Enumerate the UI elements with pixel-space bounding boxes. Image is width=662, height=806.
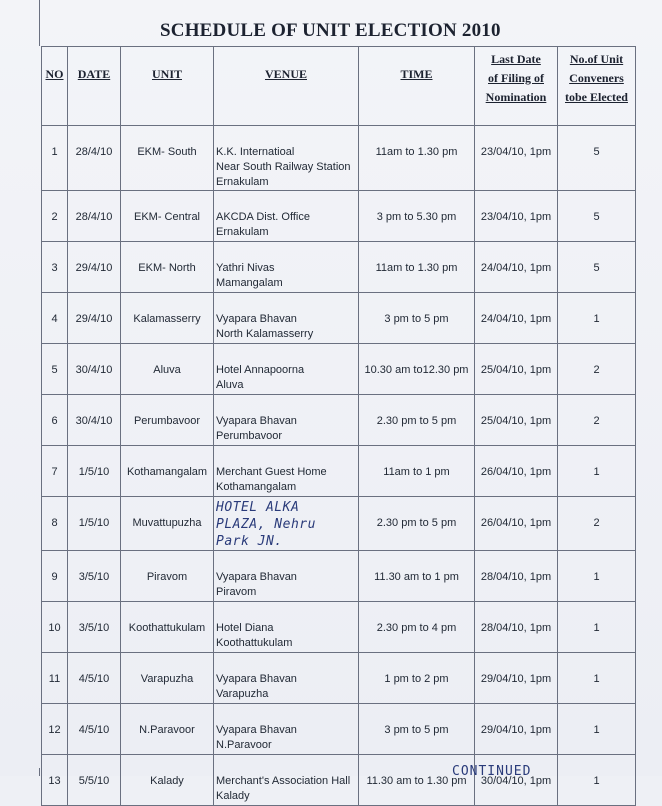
- table-row: [42, 653, 636, 704]
- cell-no: 3: [42, 242, 68, 293]
- cell-conveners: 2: [558, 497, 636, 551]
- cell-date: 5/5/10: [68, 755, 121, 806]
- venue-line: Merchant Guest Home: [216, 466, 327, 478]
- cell-venue: [214, 602, 359, 653]
- cell-time: 10.30 am to12.30 pm: [359, 344, 475, 395]
- table-body: [42, 126, 636, 806]
- cell-last-date: 26/04/10, 1pm: [475, 446, 558, 497]
- venue-line: North Kalamasserry: [216, 328, 314, 340]
- venue-line: K.K. Internatioal: [216, 146, 295, 158]
- cell-unit: Koothattukulam: [121, 602, 214, 653]
- cell-no: 11: [42, 653, 68, 704]
- cell-conveners: 1: [558, 602, 636, 653]
- cell-time: 2.30 pm to 5 pm: [359, 497, 475, 551]
- venue-line: Yathri Nivas: [216, 262, 275, 274]
- margin-line: [39, 768, 40, 776]
- col-header-time: TIME: [359, 47, 475, 126]
- cell-venue: [214, 344, 359, 395]
- venue-line: PLAZA, Nehru: [216, 517, 316, 532]
- venue-line: Vyapara Bhavan: [216, 415, 297, 427]
- venue-line: Hotel Diana: [216, 622, 274, 634]
- venue-line: Kalady: [216, 790, 250, 802]
- cell-last-date: 23/04/10, 1pm: [475, 191, 558, 242]
- cell-date: 30/4/10: [68, 344, 121, 395]
- cell-venue: [214, 395, 359, 446]
- cell-conveners: 5: [558, 191, 636, 242]
- venue-line: AKCDA Dist. Office: [216, 211, 310, 223]
- cell-unit: EKM- North: [121, 242, 214, 293]
- cell-conveners: 2: [558, 395, 636, 446]
- cell-no: 9: [42, 551, 68, 602]
- col-header-unit: UNIT: [121, 47, 214, 126]
- cell-conveners: 1: [558, 293, 636, 344]
- cell-date: 28/4/10: [68, 126, 121, 191]
- cell-unit: Varapuzha: [121, 653, 214, 704]
- cell-time: 11am to 1.30 pm: [359, 126, 475, 191]
- venue-line: Koothattukulam: [216, 637, 293, 649]
- table-row: [42, 242, 636, 293]
- cell-date: 1/5/10: [68, 497, 121, 551]
- cell-no: 10: [42, 602, 68, 653]
- cell-time: 2.30 pm to 4 pm: [359, 602, 475, 653]
- cell-no: 1: [42, 126, 68, 191]
- cell-unit: Kothamangalam: [121, 446, 214, 497]
- venue-line: Vyapara Bhavan: [216, 571, 297, 583]
- cell-no: 4: [42, 293, 68, 344]
- margin-line: [39, 0, 40, 46]
- cell-conveners: 1: [558, 704, 636, 755]
- venue-line: Vyapara Bhavan: [216, 724, 297, 736]
- cell-unit: Kalamasserry: [121, 293, 214, 344]
- document-title: SCHEDULE OF UNIT ELECTION 2010: [160, 20, 501, 41]
- cell-time: 2.30 pm to 5 pm: [359, 395, 475, 446]
- cell-time: 3 pm to 5 pm: [359, 293, 475, 344]
- cell-date: 28/4/10: [68, 191, 121, 242]
- cell-venue: [214, 755, 359, 806]
- venue-line: Hotel Annapoorna: [216, 364, 305, 376]
- cell-venue: [214, 653, 359, 704]
- header-line: Nomination: [485, 90, 547, 104]
- header-line: tobe Elected: [565, 90, 628, 104]
- table-row: [42, 344, 636, 395]
- table-row: [42, 126, 636, 191]
- cell-venue: [214, 446, 359, 497]
- cell-no: 5: [42, 344, 68, 395]
- table-row: [42, 704, 636, 755]
- cell-venue: [214, 293, 359, 344]
- table-row: [42, 191, 636, 242]
- cell-conveners: 1: [558, 446, 636, 497]
- cell-conveners: 5: [558, 242, 636, 293]
- header-line: of Filing of: [488, 71, 544, 85]
- cell-conveners: 1: [558, 653, 636, 704]
- cell-unit: Aluva: [121, 344, 214, 395]
- cell-venue: [214, 242, 359, 293]
- continued-note: CONTINUED: [452, 764, 532, 779]
- table-row: [42, 551, 636, 602]
- cell-date: 30/4/10: [68, 395, 121, 446]
- cell-no: 8: [42, 497, 68, 551]
- cell-last-date: 29/04/10, 1pm: [475, 704, 558, 755]
- table-row: [42, 755, 636, 806]
- col-header-last-date: [475, 47, 558, 126]
- venue-line: Perumbavoor: [216, 430, 283, 442]
- venue-line: N.Paravoor: [216, 739, 272, 751]
- cell-time: 1 pm to 2 pm: [359, 653, 475, 704]
- cell-time: 11.30 am to 1.30 pm: [359, 755, 475, 806]
- cell-date: 29/4/10: [68, 293, 121, 344]
- cell-last-date: 23/04/10, 1pm: [475, 126, 558, 191]
- cell-time: 11.30 am to 1 pm: [359, 551, 475, 602]
- cell-conveners: 5: [558, 126, 636, 191]
- cell-unit: EKM- Central: [121, 191, 214, 242]
- cell-no: 12: [42, 704, 68, 755]
- venue-line: Vyapara Bhavan: [216, 313, 297, 325]
- table-row: [42, 497, 636, 551]
- cell-no: 2: [42, 191, 68, 242]
- cell-date: 1/5/10: [68, 446, 121, 497]
- cell-date: 3/5/10: [68, 551, 121, 602]
- header-row: [42, 47, 636, 126]
- cell-last-date: 24/04/10, 1pm: [475, 293, 558, 344]
- cell-last-date: 30/04/10, 1pm: [475, 755, 558, 806]
- col-header-date: DATE: [68, 47, 121, 126]
- venue-line: Mamangalam: [216, 277, 283, 289]
- cell-conveners: 2: [558, 344, 636, 395]
- col-header-venue: VENUE: [214, 47, 359, 126]
- cell-last-date: 28/04/10, 1pm: [475, 602, 558, 653]
- cell-venue: [214, 704, 359, 755]
- cell-last-date: 25/04/10, 1pm: [475, 344, 558, 395]
- venue-line: HOTEL ALKA: [216, 500, 300, 515]
- cell-unit: Piravom: [121, 551, 214, 602]
- table-row: [42, 395, 636, 446]
- cell-unit: Perumbavoor: [121, 395, 214, 446]
- cell-venue: [214, 191, 359, 242]
- col-header-no: NO: [42, 47, 68, 126]
- cell-last-date: 25/04/10, 1pm: [475, 395, 558, 446]
- cell-no: 7: [42, 446, 68, 497]
- cell-no: 6: [42, 395, 68, 446]
- cell-venue: [214, 551, 359, 602]
- cell-venue: [214, 497, 359, 551]
- cell-date: 4/5/10: [68, 704, 121, 755]
- cell-no: 13: [42, 755, 68, 806]
- cell-unit: Kalady: [121, 755, 214, 806]
- cell-date: 3/5/10: [68, 602, 121, 653]
- cell-last-date: 29/04/10, 1pm: [475, 653, 558, 704]
- cell-time: 11am to 1 pm: [359, 446, 475, 497]
- cell-last-date: 24/04/10, 1pm: [475, 242, 558, 293]
- cell-date: 4/5/10: [68, 653, 121, 704]
- venue-line: Aluva: [216, 379, 244, 391]
- venue-line: Park JN.: [216, 534, 283, 549]
- header-line: Last Date: [491, 52, 541, 66]
- cell-last-date: 28/04/10, 1pm: [475, 551, 558, 602]
- cell-unit: Muvattupuzha: [121, 497, 214, 551]
- cell-date: 29/4/10: [68, 242, 121, 293]
- election-schedule-table: [41, 46, 636, 806]
- cell-venue: [214, 126, 359, 191]
- cell-unit: N.Paravoor: [121, 704, 214, 755]
- table-row: [42, 602, 636, 653]
- header-line: Conveners: [569, 71, 624, 85]
- cell-conveners: 1: [558, 551, 636, 602]
- venue-line: Merchant's Association Hall: [216, 775, 351, 787]
- table-row: [42, 446, 636, 497]
- venue-line: Ernakulam: [216, 226, 269, 238]
- venue-line: Near South Railway Station: [216, 161, 351, 173]
- cell-time: 3 pm to 5 pm: [359, 704, 475, 755]
- venue-line: Piravom: [216, 586, 257, 598]
- cell-conveners: 1: [558, 755, 636, 806]
- venue-line: Vyapara Bhavan: [216, 673, 297, 685]
- cell-time: 3 pm to 5.30 pm: [359, 191, 475, 242]
- cell-unit: EKM- South: [121, 126, 214, 191]
- venue-line: Ernakulam: [216, 176, 269, 188]
- venue-line: Kothamangalam: [216, 481, 297, 493]
- col-header-conveners: [558, 47, 636, 126]
- header-line: No.of Unit: [569, 52, 624, 66]
- cell-last-date: 26/04/10, 1pm: [475, 497, 558, 551]
- table-row: [42, 293, 636, 344]
- cell-time: 11am to 1.30 pm: [359, 242, 475, 293]
- venue-line: Varapuzha: [216, 688, 269, 700]
